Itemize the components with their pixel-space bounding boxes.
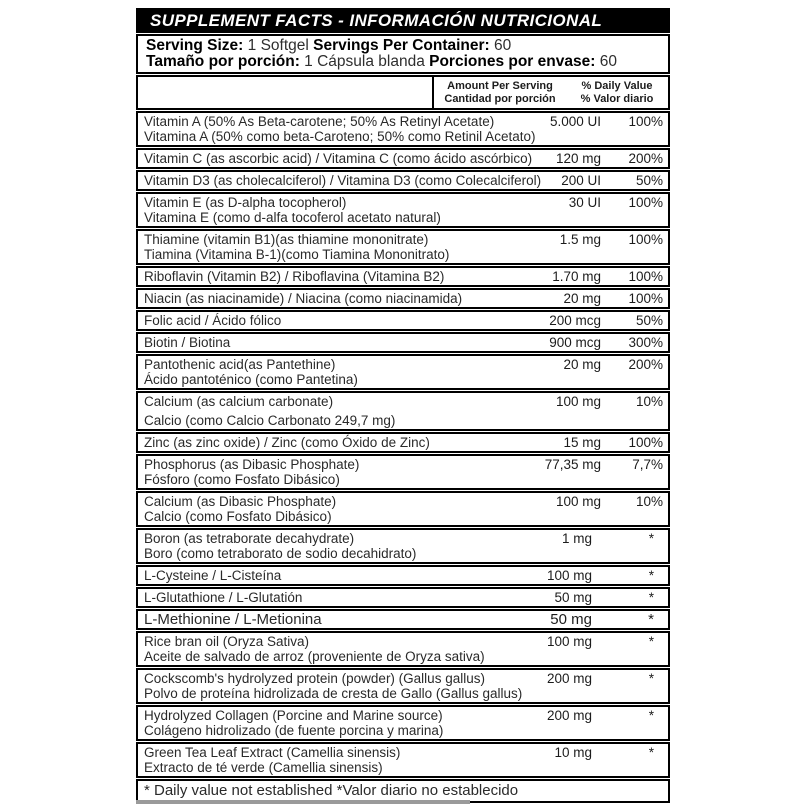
nutrient-row (136, 111, 670, 147)
nutrient-amount: 200 UI (561, 173, 601, 188)
nutrient-name (144, 151, 533, 166)
nutrient-name-en: Boron (as tetraborate decahydrate) (144, 531, 355, 546)
amount-header-es: Cantidad por porción (444, 92, 556, 105)
nutrient-name (144, 335, 517, 350)
nutrient-daily-value: * (648, 531, 654, 546)
nutrient-row (136, 454, 670, 490)
nutrient-row (136, 668, 670, 704)
nutrient-amount: 100 mg (546, 568, 592, 583)
nutrient-row (136, 354, 670, 390)
nutrient-name (144, 435, 517, 450)
nutrient-amount: 100 mg (546, 634, 592, 649)
nutrient-daily-value: * (648, 611, 654, 628)
nutrient-amount: 77,35 mg (544, 457, 601, 472)
nutrient-amount: 100 mg (555, 494, 601, 509)
nutrient-amount: 30 UI (568, 195, 601, 210)
nutrient-name-es: Vitamina E (como d-alfa tocoferol acetato natural) (144, 210, 441, 225)
nutrient-name-en: Biotin / Biotina (144, 335, 231, 350)
nutrient-daily-value: 10% (635, 494, 663, 509)
nutrient-name (144, 313, 517, 328)
nutrient-amount: 50 mg (550, 611, 592, 628)
nutrient-amount: 10 mg (554, 745, 592, 760)
nutrient-amount: 15 mg (563, 435, 601, 450)
nutrient-name (144, 357, 517, 387)
nutrient-row (136, 266, 670, 287)
nutrient-name-es: Extracto de té verde (Camellia sinensis) (144, 760, 383, 775)
nutrient-name-es: Ácido pantoténico (como Pantetina) (144, 372, 358, 387)
nutrient-row (136, 170, 670, 191)
nutrient-row (136, 288, 670, 309)
nutrient-name (144, 195, 517, 225)
nutrient-amount: 1 mg (561, 531, 592, 546)
nutrient-name (144, 708, 508, 738)
nutrient-row (136, 609, 670, 630)
nutrient-amount: 50 mg (554, 590, 592, 605)
nutrient-daily-value: 100% (628, 435, 663, 450)
amount-column-header (434, 80, 566, 105)
nutrient-name-en: L-Methionine / L-Metionina (144, 611, 322, 628)
bottom-shadow (136, 800, 470, 804)
servings-per-container-label: Servings Per Container: (313, 37, 490, 54)
nutrient-name-es: Polvo de proteína hidrolizada de cresta de Gallo (Gallus gallus) (144, 686, 523, 701)
serving-line-en (146, 38, 664, 54)
nutrient-name (144, 745, 508, 775)
daily-value-header-en: % Daily Value (581, 80, 653, 92)
servings-per-container-label-es: Porciones por envase: (429, 53, 596, 70)
supplement-facts-panel (136, 8, 670, 804)
serving-size-label-es: Tamaño por porción: (146, 53, 300, 70)
nutrient-name-en: Hydrolyzed Collagen (Porcine and Marine source) (144, 708, 443, 723)
nutrient-row (136, 391, 670, 431)
nutrient-daily-value: * (648, 708, 654, 723)
nutrient-rows (136, 111, 670, 778)
nutrient-amount: 200 mg (546, 708, 592, 723)
nutrient-row (136, 229, 670, 265)
nutrient-name (144, 457, 517, 487)
nutrient-name (144, 531, 508, 561)
nutrient-name-en: Folic acid / Ácido fólico (144, 313, 282, 328)
serving-info-box (136, 34, 670, 74)
nutrient-name-en: Niacin (as niacinamide) / Niacina (como niacinamida) (144, 291, 463, 306)
nutrient-daily-value: 200% (628, 357, 663, 372)
column-header-spacer (138, 77, 432, 108)
nutrient-amount: 100 mg (555, 394, 601, 409)
nutrient-amount: 20 mg (563, 357, 601, 372)
column-header-right (432, 77, 668, 108)
nutrient-name (144, 394, 517, 428)
nutrient-row (136, 148, 670, 169)
nutrient-amount: 200 mcg (549, 313, 601, 328)
nutrient-daily-value: * (648, 590, 654, 605)
nutrient-daily-value: 300% (628, 335, 663, 350)
nutrient-daily-value: 7,7% (632, 457, 663, 472)
nutrient-name (144, 232, 517, 262)
servings-per-container-value: 60 (489, 37, 512, 54)
nutrient-name-en: Rice bran oil (Oryza Sativa) (144, 634, 310, 649)
nutrient-name-en: Phosphorus (as Dibasic Phosphate) (144, 457, 360, 472)
nutrient-name-es: Calcio (como Fosfato Dibásico) (144, 509, 332, 524)
nutrient-daily-value: 100% (628, 269, 663, 284)
nutrient-daily-value: 100% (628, 232, 663, 247)
nutrient-name (144, 173, 542, 188)
nutrient-daily-value: 50% (635, 173, 663, 188)
nutrient-daily-value: 50% (635, 313, 663, 328)
nutrient-row (136, 332, 670, 353)
daily-value-header-es: % Valor diario (580, 92, 654, 105)
nutrient-name (144, 494, 517, 524)
nutrient-name-en: Vitamin C (as ascorbic acid) / Vitamina C (como ácido ascórbico) (144, 151, 533, 166)
nutrient-name-es: Tiamina (Vitamina B-1)(como Tiamina Mononitrato) (144, 247, 450, 262)
nutrient-name-en: L-Cysteine / L-Cisteína (144, 568, 282, 583)
servings-per-container-value-es: 60 (595, 53, 617, 70)
nutrient-amount: 1.70 mg (552, 269, 601, 284)
nutrient-name-es: Aceite de salvado de arroz (proveniente de Oryza sativa) (144, 649, 485, 664)
nutrient-name-es: Boro (como tetraborato de sodio decahidrato) (144, 546, 417, 561)
nutrient-name (144, 612, 508, 627)
nutrient-name-en: Thiamine (vitamin B1)(as thiamine mononitrate) (144, 232, 429, 247)
nutrient-daily-value: * (648, 568, 654, 583)
nutrient-name-es: Colágeno hidrolizado (de fuente porcina y marina) (144, 723, 444, 738)
serving-size-value: 1 Softgel (243, 37, 314, 54)
nutrient-name (144, 269, 517, 284)
nutrient-name-en: Vitamin D3 (as cholecalciferol) / Vitamina D3 (como Colecalciferol) (144, 173, 542, 188)
footnote-text: * Daily value not established *Valor diario no establecido (144, 782, 519, 799)
nutrient-name-en: L-Glutathione / L-Glutatión (144, 590, 303, 605)
nutrient-name-en: Green Tea Leaf Extract (Camellia sinensis) (144, 745, 401, 760)
panel-title-bar (136, 8, 670, 33)
nutrient-name (144, 291, 517, 306)
nutrient-row (136, 528, 670, 564)
nutrient-row (136, 491, 670, 527)
nutrient-row (136, 742, 670, 778)
nutrient-daily-value: 10% (635, 394, 663, 409)
serving-size-value-es: 1 Cápsula blanda (299, 53, 430, 70)
column-header-row (136, 75, 670, 110)
nutrient-name-es: Vitamina A (50% como beta-Caroteno; 50% como Retinil Acetato) (144, 129, 536, 144)
nutrient-name-en: Vitamin E (as D-alpha tocopherol) (144, 195, 347, 210)
nutrient-row (136, 310, 670, 331)
nutrient-row (136, 705, 670, 741)
nutrient-amount: 20 mg (563, 291, 601, 306)
nutrient-name-en: Cockscomb's hydrolyzed protein (powder) (Gallus gallus) (144, 671, 485, 686)
nutrient-name (144, 114, 536, 144)
nutrient-name-es: Calcio (como Calcio Carbonato 249,7 mg) (144, 413, 396, 428)
nutrient-name-en: Zinc (as zinc oxide) / Zinc (como Óxido de Zinc) (144, 435, 430, 450)
nutrient-row (136, 192, 670, 228)
nutrient-row (136, 631, 670, 667)
nutrient-amount: 900 mcg (549, 335, 601, 350)
nutrient-daily-value: * (648, 745, 654, 760)
nutrient-amount: 200 mg (546, 671, 592, 686)
nutrient-amount: 1.5 mg (559, 232, 601, 247)
nutrient-name-es: Fósforo (como Fosfato Dibásico) (144, 472, 340, 487)
nutrient-name-en: Calcium (as calcium carbonate) (144, 394, 334, 409)
serving-size-label: Serving Size: (146, 37, 244, 54)
nutrient-daily-value: * (648, 671, 654, 686)
nutrient-name-en: Calcium (as Dibasic Phosphate) (144, 494, 337, 509)
amount-header-en: Amount Per Serving (447, 80, 553, 92)
nutrient-name (144, 590, 508, 605)
nutrient-row (136, 565, 670, 586)
panel-title: SUPPLEMENT FACTS - INFORMACIÓN NUTRICIONAL (150, 11, 603, 30)
nutrient-name-en: Pantothenic acid(as Pantethine) (144, 357, 336, 372)
nutrient-amount: 5.000 UI (549, 114, 601, 129)
serving-line-es (146, 54, 664, 70)
nutrient-daily-value: * (648, 634, 654, 649)
nutrient-daily-value: 100% (628, 114, 663, 129)
nutrient-amount: 120 mg (555, 151, 601, 166)
nutrient-name-en: Riboflavin (Vitamin B2) / Riboflavina (Vitamina B2) (144, 269, 445, 284)
nutrient-row (136, 587, 670, 608)
nutrient-name (144, 568, 508, 583)
nutrient-row (136, 432, 670, 453)
nutrient-name-en: Vitamin A (50% As Beta-carotene; 50% As Retinyl Acetate) (144, 114, 495, 129)
daily-value-column-header (566, 80, 668, 105)
nutrient-name (144, 634, 508, 664)
nutrient-daily-value: 100% (628, 291, 663, 306)
nutrient-daily-value: 200% (628, 151, 663, 166)
nutrient-name (144, 671, 523, 701)
nutrient-daily-value: 100% (628, 195, 663, 210)
